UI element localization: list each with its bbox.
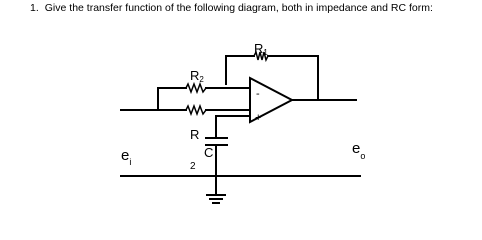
label-input-letter: e [121,147,130,164]
label-r2-top-letter: R [190,68,200,83]
label-input [121,147,131,167]
label-r1-sub: 1 [263,48,268,57]
resistor-lower [186,106,206,114]
label-r1 [254,41,268,57]
label-r2-top-sub: 2 [199,75,204,84]
label-r-lower: R [190,127,200,142]
ground-symbol [207,195,225,203]
feedback-wire [226,56,318,100]
label-r2-top [190,68,204,84]
label-output-sub: o [360,151,366,161]
question-body: Give the transfer function of the following diagram, both in impedance and RC form: [44,2,433,14]
label-r1-letter: R [254,41,264,56]
question-number: 1. [30,2,39,14]
label-capacitor: C [204,145,214,160]
non-inverting-wire [216,116,250,138]
resistor-upper [186,84,206,92]
label-input-sub: i [129,157,132,167]
label-output [352,140,365,161]
label-output-letter: e [352,140,361,157]
label-r-lower-sub: 2 [190,161,196,172]
label-minus: - [256,88,260,100]
label-plus: + [255,112,262,124]
